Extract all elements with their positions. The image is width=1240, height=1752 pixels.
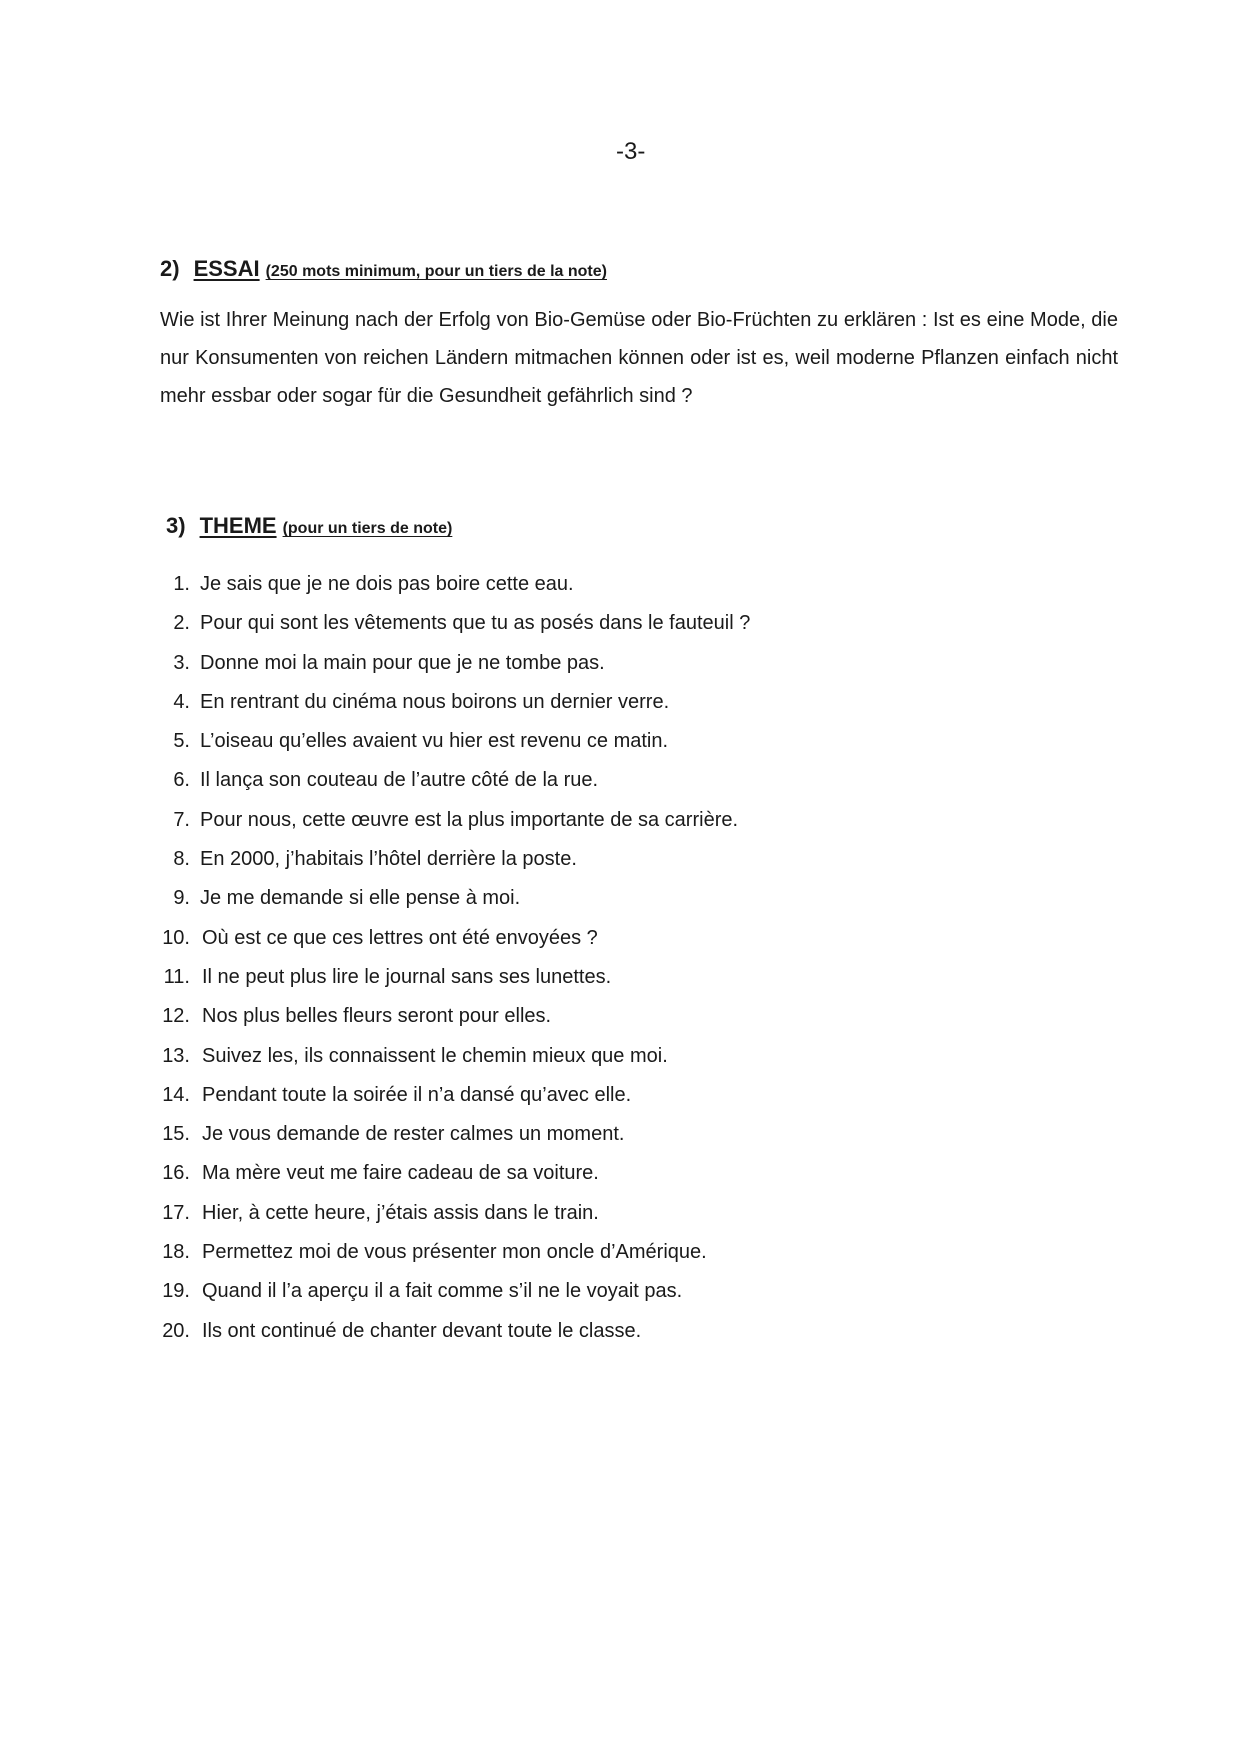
item-text: Pendant toute la soirée il n’a dansé qu’avec elle.	[202, 1083, 632, 1106]
list-item	[150, 1115, 750, 1154]
essai-prompt: Wie ist Ihrer Meinung nach der Erfolg von Bio-Gemüse oder Bio-Früchten zu erklären : Ist es eine Mode, die nur Konsumenten von reichen Ländern mitmachen können oder ist es, weil moderne Pflanzen einfach nicht mehr essbar oder sogar für die Gesundheit gefährlich sind ?	[160, 309, 1118, 407]
list-item	[150, 1076, 750, 1115]
item-text: Donne moi la main pour que je ne tombe pas.	[200, 651, 605, 674]
list-item	[150, 958, 750, 997]
essai-number: 2)	[160, 256, 180, 281]
item-text: Nos plus belles fleurs seront pour elles.	[202, 1005, 552, 1028]
item-number: 8.	[173, 848, 190, 871]
list-item	[150, 1233, 750, 1272]
list-item	[150, 1194, 750, 1233]
item-text: L’oiseau qu’elles avaient vu hier est revenu ce matin.	[200, 730, 669, 753]
item-number: 7.	[173, 808, 190, 831]
item-text: En 2000, j’habitais l’hôtel derrière la poste.	[200, 848, 577, 871]
list-item	[150, 644, 750, 683]
theme-heading	[166, 513, 452, 539]
item-number: 1.	[173, 573, 190, 595]
item-text: Suivez les, ils connaissent le chemin mieux que moi.	[202, 1044, 668, 1067]
list-item	[150, 1272, 750, 1311]
item-text: Pour qui sont les vêtements que tu as posés dans le fauteuil ?	[200, 612, 751, 635]
item-text: En rentrant du cinéma nous boirons un dernier verre.	[200, 690, 670, 713]
item-number: 10.	[162, 926, 190, 949]
item-text: Hier, à cette heure, j’étais assis dans le train.	[202, 1201, 599, 1224]
essai-title: ESSAI	[193, 256, 260, 281]
page-number: -3-	[616, 138, 646, 165]
list-item	[150, 604, 750, 643]
item-text: Il ne peut plus lire le journal sans ses lunettes.	[202, 965, 612, 988]
list-item	[150, 722, 750, 761]
item-text: Ma mère veut me faire cadeau de sa voiture.	[202, 1162, 599, 1185]
item-text: Ils ont continué de chanter devant toute le classe.	[202, 1319, 642, 1342]
list-item	[150, 919, 750, 958]
item-number: 18.	[162, 1241, 190, 1264]
list-item	[150, 840, 750, 879]
item-number: 9.	[173, 887, 190, 910]
theme-list	[150, 565, 750, 1351]
list-item	[150, 879, 750, 918]
item-number: 12.	[162, 1005, 190, 1028]
list-item	[150, 1037, 750, 1076]
list-item	[150, 683, 750, 722]
theme-subtitle: (pour un tiers de note)	[282, 520, 453, 537]
item-number: 5.	[173, 730, 190, 753]
item-number: 20.	[162, 1319, 190, 1342]
list-item	[150, 565, 750, 604]
item-number: 17.	[162, 1201, 190, 1224]
item-text: Je me demande si elle pense à moi.	[200, 887, 521, 910]
item-number: 11.	[163, 965, 190, 988]
item-text: Pour nous, cette œuvre est la plus importante de sa carrière.	[200, 808, 739, 831]
item-number: 2.	[173, 612, 190, 635]
item-number: 13.	[162, 1044, 190, 1067]
item-text: Quand il l’a aperçu il a fait comme s’il ne le voyait pas.	[202, 1280, 683, 1303]
item-number: 6.	[173, 769, 190, 792]
item-text: Où est ce que ces lettres ont été envoyées ?	[202, 926, 598, 949]
essai-heading	[160, 256, 607, 282]
theme-title: THEME	[199, 513, 277, 538]
item-number: 4.	[173, 690, 190, 713]
item-text: Permettez moi de vous présenter mon oncle d’Amérique.	[202, 1241, 707, 1264]
item-number: 19.	[162, 1280, 190, 1303]
item-text: Il lança son couteau de l’autre côté de la rue.	[200, 769, 599, 792]
list-item	[150, 801, 750, 840]
essai-subtitle: (250 mots minimum, pour un tiers de la note)	[265, 263, 607, 280]
item-text: Je vous demande de rester calmes un moment.	[202, 1123, 625, 1146]
item-number: 3.	[173, 651, 190, 674]
list-item	[150, 1154, 750, 1193]
list-item	[150, 1312, 750, 1351]
list-item	[150, 761, 750, 800]
list-item	[150, 997, 750, 1036]
theme-number: 3)	[166, 513, 186, 538]
item-number: 16.	[162, 1162, 190, 1185]
item-number: 14.	[162, 1083, 190, 1106]
item-number: 15.	[162, 1123, 190, 1146]
item-text: Je sais que je ne dois pas boire cette eau.	[200, 573, 574, 595]
